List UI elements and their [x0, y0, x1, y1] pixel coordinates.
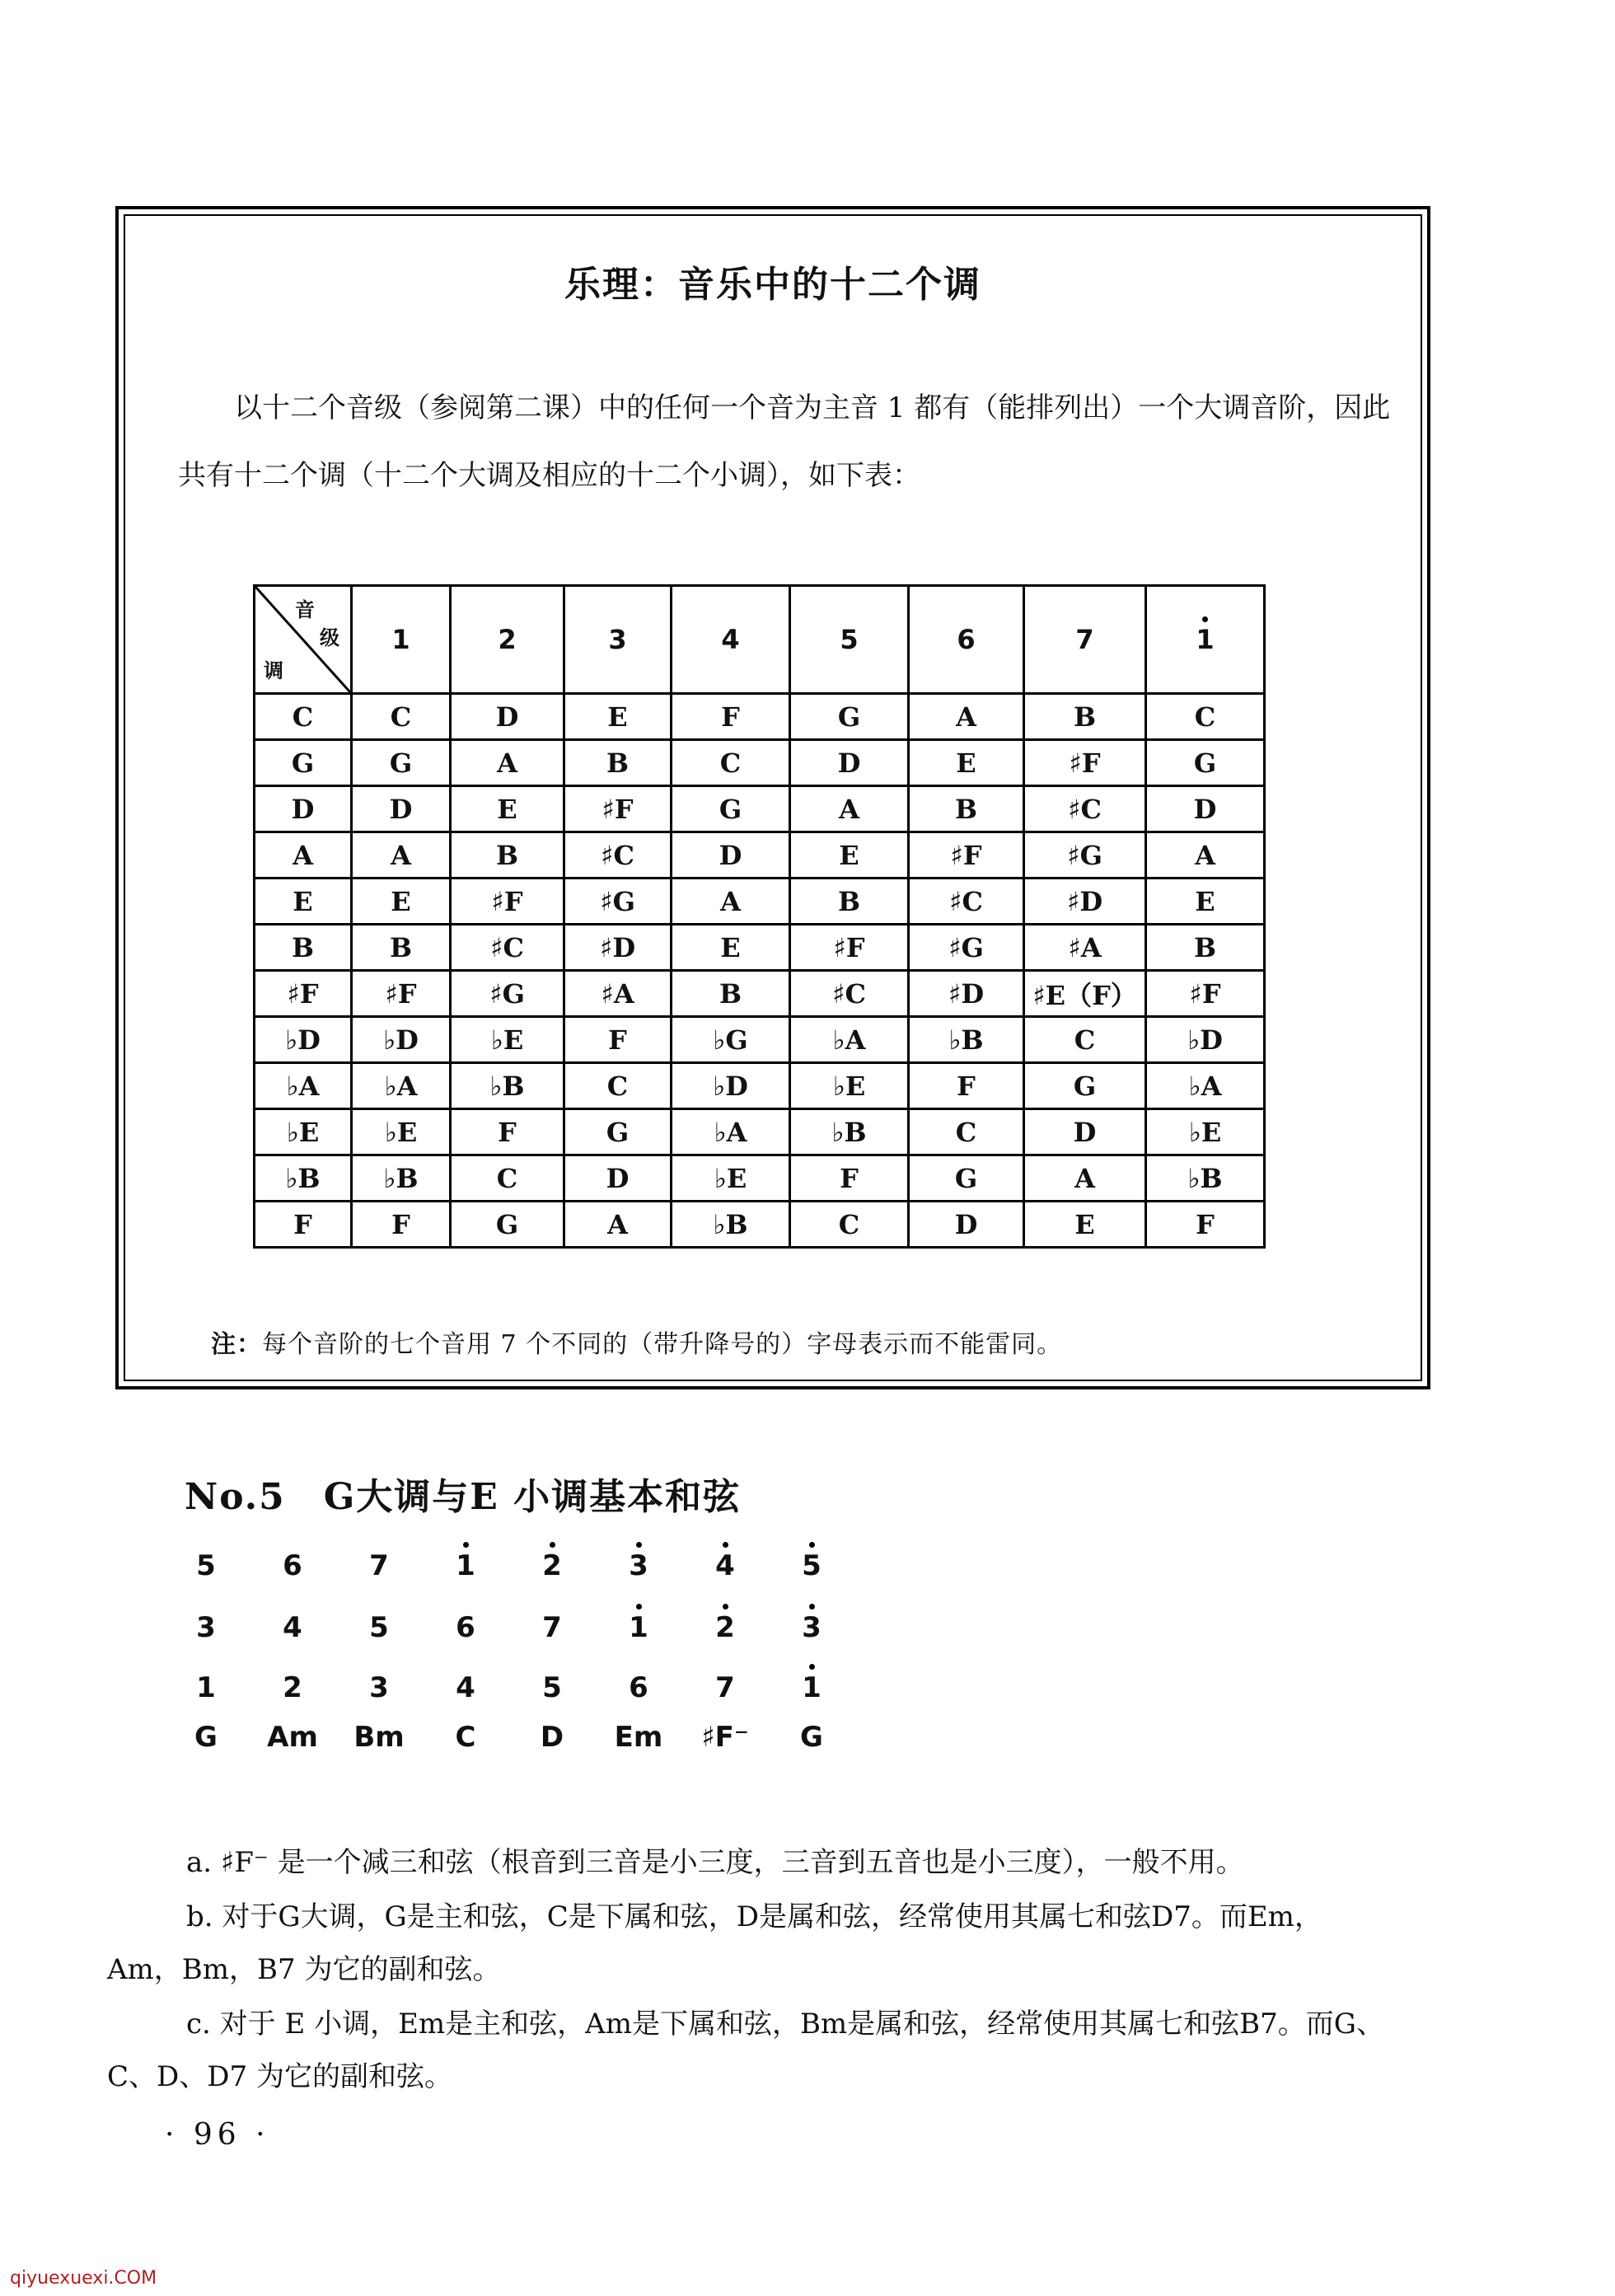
note-cell: ♭B — [451, 1063, 564, 1109]
note-cell: F — [909, 1063, 1024, 1109]
degree-value: 6 — [629, 1671, 648, 1704]
note-cell: ♯F — [1024, 740, 1146, 786]
point-a — [107, 1836, 1393, 1889]
note-cell: E — [672, 925, 790, 971]
note-cell: A — [1146, 832, 1265, 879]
key-name-cell: ♭D — [255, 1017, 352, 1063]
corner-label-top: 音 — [295, 598, 315, 621]
chord-name — [251, 1721, 334, 1754]
degree-value: G — [194, 1721, 218, 1754]
lesson-heading: No.5 G大调与E 小调基本和弦 — [185, 1476, 742, 1518]
note-cell: ♭D — [672, 1063, 790, 1109]
note-cell: G — [909, 1155, 1024, 1202]
note-cell: ♭E — [790, 1063, 909, 1109]
key-name-cell: F — [255, 1202, 352, 1248]
chord-name-row — [165, 1721, 906, 1770]
high-do-numeral: 1 — [1196, 624, 1215, 655]
scale-degree — [338, 1611, 420, 1644]
note-cell: ♯F — [564, 786, 672, 832]
note-cell: D — [1146, 786, 1265, 832]
degree-header-high — [1146, 586, 1265, 694]
note-cell: ♯C — [790, 971, 909, 1017]
scale-degree — [511, 1611, 593, 1644]
degree-value: 7 — [542, 1611, 562, 1644]
degree-value: 3 — [629, 1549, 648, 1582]
note-cell: ♭B — [909, 1017, 1024, 1063]
note-cell: A — [352, 832, 451, 879]
note-cell: G — [1146, 740, 1265, 786]
note-cell: ♯C — [909, 879, 1024, 925]
note-cell: C — [352, 694, 451, 740]
scale-degree — [597, 1549, 680, 1582]
degree-header: 3 — [564, 586, 672, 694]
note-cell: ♭G — [672, 1017, 790, 1063]
note-cell: F — [672, 694, 790, 740]
degree-value: 3 — [802, 1611, 822, 1644]
degree-value: D — [540, 1721, 564, 1754]
chord-name — [424, 1721, 507, 1754]
chord-name — [597, 1721, 680, 1754]
note-cell: ♯G — [564, 879, 672, 925]
note-cell: ♯D — [1024, 879, 1146, 925]
key-row — [255, 925, 1265, 971]
point-c-text: c. 对于 E 小调，Em是主和弦，Am是下属和弦，Bm是属和弦，经常使用其属七和弦B7。而G、C、D、D7 为它的副和弦。 — [107, 2008, 1384, 2093]
theory-title: 乐理：音乐中的十二个调 — [564, 264, 981, 306]
note-cell: G — [451, 1202, 564, 1248]
note-cell: B — [451, 832, 564, 879]
note-cell: ♭B — [790, 1109, 909, 1155]
degree-header: 4 — [672, 586, 790, 694]
scale-degree — [597, 1671, 680, 1704]
key-name-cell: B — [255, 925, 352, 971]
key-row — [255, 879, 1265, 925]
scale-degree — [424, 1671, 507, 1704]
note-cell: A — [1024, 1155, 1146, 1202]
note-cell: D — [909, 1202, 1024, 1248]
scale-degree — [165, 1549, 247, 1582]
note-cell: ♯F — [352, 971, 451, 1017]
note-cell: F — [564, 1017, 672, 1063]
note-cell: B — [790, 879, 909, 925]
note-label: 注： — [211, 1330, 262, 1359]
degree-header: 1 — [352, 586, 451, 694]
degree-value: 7 — [369, 1549, 389, 1582]
key-row — [255, 971, 1265, 1017]
key-name-cell: A — [255, 832, 352, 879]
note-cell: ♭E — [352, 1109, 451, 1155]
key-row — [255, 1063, 1265, 1109]
degree-value: G — [800, 1721, 823, 1754]
root-row — [165, 1671, 906, 1721]
note-cell: G — [790, 694, 909, 740]
note-cell: ♯C — [1024, 786, 1146, 832]
degree-value: 1 — [456, 1549, 475, 1582]
note-cell: C — [672, 740, 790, 786]
page-number: · 96 · — [165, 2118, 270, 2152]
chord-name — [770, 1721, 853, 1754]
key-name-cell: ♭E — [255, 1109, 352, 1155]
degree-value: Am — [267, 1721, 318, 1754]
scale-degree — [770, 1549, 853, 1582]
key-name-cell: ♭A — [255, 1063, 352, 1109]
scale-degree — [511, 1549, 593, 1582]
key-row — [255, 1202, 1265, 1248]
point-a-text: a. ♯F⁻ 是一个减三和弦（根音到三音是小三度，三音到五音也是小三度），一般不用。 — [186, 1846, 1244, 1879]
note-cell: A — [909, 694, 1024, 740]
degree-value: 6 — [456, 1611, 475, 1644]
note-cell: B — [1146, 925, 1265, 971]
note-cell: E — [1146, 879, 1265, 925]
key-row — [255, 832, 1265, 879]
degree-value: 2 — [542, 1549, 562, 1582]
key-row — [255, 694, 1265, 740]
scale-degree — [684, 1671, 766, 1704]
note-cell: ♯F — [1146, 971, 1265, 1017]
note-cell: C — [451, 1155, 564, 1202]
note-cell: D — [790, 740, 909, 786]
scale-degree — [424, 1611, 507, 1644]
note-cell: A — [451, 740, 564, 786]
note-cell: ♭D — [1146, 1017, 1265, 1063]
note-cell: B — [564, 740, 672, 786]
degree-value: 5 — [542, 1671, 562, 1704]
key-name-cell: ♯F — [255, 971, 352, 1017]
degree-value: 5 — [196, 1549, 216, 1582]
degree-value: Bm — [353, 1721, 405, 1754]
scale-degree — [165, 1611, 247, 1644]
note-cell: ♭B — [672, 1202, 790, 1248]
note-cell: G — [672, 786, 790, 832]
note-cell: ♭E — [1146, 1109, 1265, 1155]
scale-degree — [165, 1671, 247, 1704]
note-cell: E — [909, 740, 1024, 786]
scale-degree — [511, 1671, 593, 1704]
fifth-row — [165, 1549, 906, 1599]
note-cell: ♭A — [790, 1017, 909, 1063]
note-cell: ♭A — [1146, 1063, 1265, 1109]
note-cell: E — [564, 694, 672, 740]
note-cell: A — [564, 1202, 672, 1248]
note-cell: ♯C — [564, 832, 672, 879]
point-c — [107, 1998, 1393, 2103]
note-cell: D — [352, 786, 451, 832]
degree-value: 4 — [715, 1549, 735, 1582]
note-cell: E — [790, 832, 909, 879]
corner-label-bottom: 调 — [264, 659, 283, 682]
degree-value: Em — [614, 1721, 663, 1754]
note-cell: ♯G — [451, 971, 564, 1017]
note-cell: ♭A — [672, 1109, 790, 1155]
note-cell: ♯C — [451, 925, 564, 971]
note-cell: ♯D — [909, 971, 1024, 1017]
chord-name — [165, 1721, 247, 1754]
degree-value: 2 — [715, 1611, 735, 1644]
note-cell: D — [672, 832, 790, 879]
degree-value: 4 — [283, 1611, 302, 1644]
note-cell: ♯A — [1024, 925, 1146, 971]
point-b-text: b. 对于G大调，G是主和弦，C是下属和弦，D是属和弦，经常使用其属七和弦D7。而Em，Am，Bm，B7 为它的副和弦。 — [107, 1900, 1322, 1986]
scale-degree — [770, 1611, 853, 1644]
key-row — [255, 1155, 1265, 1202]
degree-value: 4 — [456, 1671, 475, 1704]
key-name-cell: C — [255, 694, 352, 740]
key-row — [255, 1017, 1265, 1063]
degree-value: 7 — [715, 1671, 735, 1704]
note-cell: E — [352, 879, 451, 925]
scale-degree — [770, 1671, 853, 1704]
degree-value: 1 — [802, 1671, 822, 1704]
note-cell: ♯F — [790, 925, 909, 971]
scale-degree — [684, 1549, 766, 1582]
degree-header: 5 — [790, 586, 909, 694]
degree-value: 6 — [283, 1549, 302, 1582]
note-cell: B — [672, 971, 790, 1017]
chord-name — [338, 1721, 420, 1754]
third-row — [165, 1611, 906, 1661]
table-header-row — [255, 586, 1265, 694]
note-cell: F — [352, 1202, 451, 1248]
note-cell: ♭D — [352, 1017, 451, 1063]
theory-box — [115, 206, 1430, 1389]
note-cell: A — [790, 786, 909, 832]
note-cell: ♯G — [1024, 832, 1146, 879]
chord-name — [511, 1721, 593, 1754]
note-cell: ♯G — [909, 925, 1024, 971]
note-cell: F — [1146, 1202, 1265, 1248]
degree-value: 5 — [802, 1549, 822, 1582]
degree-value: ♯F⁻ — [701, 1721, 749, 1754]
note-cell: B — [352, 925, 451, 971]
note-cell: D — [451, 694, 564, 740]
degree-value: 1 — [196, 1671, 216, 1704]
key-table — [253, 584, 1266, 1249]
degree-header: 2 — [451, 586, 564, 694]
degree-value: 3 — [369, 1671, 389, 1704]
note-cell: E — [1024, 1202, 1146, 1248]
note-cell: B — [1024, 694, 1146, 740]
scale-degree — [424, 1549, 507, 1582]
key-row — [255, 740, 1265, 786]
scale-degree — [251, 1549, 334, 1582]
site-watermark: qiyuexuexi.COM — [10, 2268, 157, 2289]
scale-degree — [684, 1611, 766, 1644]
degree-header: 6 — [909, 586, 1024, 694]
note-cell: G — [1024, 1063, 1146, 1109]
note-cell: C — [564, 1063, 672, 1109]
note-cell: C — [1024, 1017, 1146, 1063]
note-cell: F — [451, 1109, 564, 1155]
note-cell: ♭E — [672, 1155, 790, 1202]
key-name-cell: D — [255, 786, 352, 832]
note-cell: ♭B — [1146, 1155, 1265, 1202]
note-cell: G — [352, 740, 451, 786]
note-cell: B — [909, 786, 1024, 832]
note-cell: C — [909, 1109, 1024, 1155]
scale-degree — [338, 1671, 420, 1704]
chord-name — [684, 1721, 766, 1754]
note-cell: ♭B — [352, 1155, 451, 1202]
degree-value: C — [455, 1721, 476, 1754]
degree-value: 3 — [196, 1611, 216, 1644]
note-cell: G — [564, 1109, 672, 1155]
key-name-cell: ♭B — [255, 1155, 352, 1202]
scale-degree — [338, 1549, 420, 1582]
degree-value: 2 — [283, 1671, 302, 1704]
note-cell: ♯F — [451, 879, 564, 925]
table-corner-cell — [255, 586, 352, 694]
note-cell: C — [1146, 694, 1265, 740]
degree-value: 5 — [369, 1611, 389, 1644]
note-cell: D — [1024, 1109, 1146, 1155]
degree-value: 1 — [629, 1611, 648, 1644]
note-cell: C — [790, 1202, 909, 1248]
theory-intro: 以十二个音级（参阅第二课）中的任何一个音为主音 1 都有（能排列出）一个大调音阶，因此共有十二个调（十二个大调及相应的十二个小调），如下表： — [178, 391, 1391, 492]
scale-degree — [597, 1611, 680, 1644]
note-cell: ♭A — [352, 1063, 451, 1109]
key-name-cell: E — [255, 879, 352, 925]
note-cell: E — [451, 786, 564, 832]
note-cell: ♯F — [909, 832, 1024, 879]
note-text: 每个音阶的七个音用 7 个不同的（带升降号的）字母表示而不能雷同。 — [262, 1330, 1063, 1359]
point-b — [107, 1891, 1393, 1996]
note-cell: D — [564, 1155, 672, 1202]
corner-label-mid: 级 — [320, 626, 339, 649]
scale-degree — [251, 1671, 334, 1704]
degree-header: 7 — [1024, 586, 1146, 694]
note-cell: ♭E — [451, 1017, 564, 1063]
note-cell: A — [672, 879, 790, 925]
table-note — [211, 1324, 1062, 1360]
key-row — [255, 786, 1265, 832]
note-cell: F — [790, 1155, 909, 1202]
note-cell: ♯A — [564, 971, 672, 1017]
scale-degree — [251, 1611, 334, 1644]
note-cell: ♯E（F） — [1024, 971, 1146, 1017]
note-cell: ♯D — [564, 925, 672, 971]
key-row — [255, 1109, 1265, 1155]
key-name-cell: G — [255, 740, 352, 786]
